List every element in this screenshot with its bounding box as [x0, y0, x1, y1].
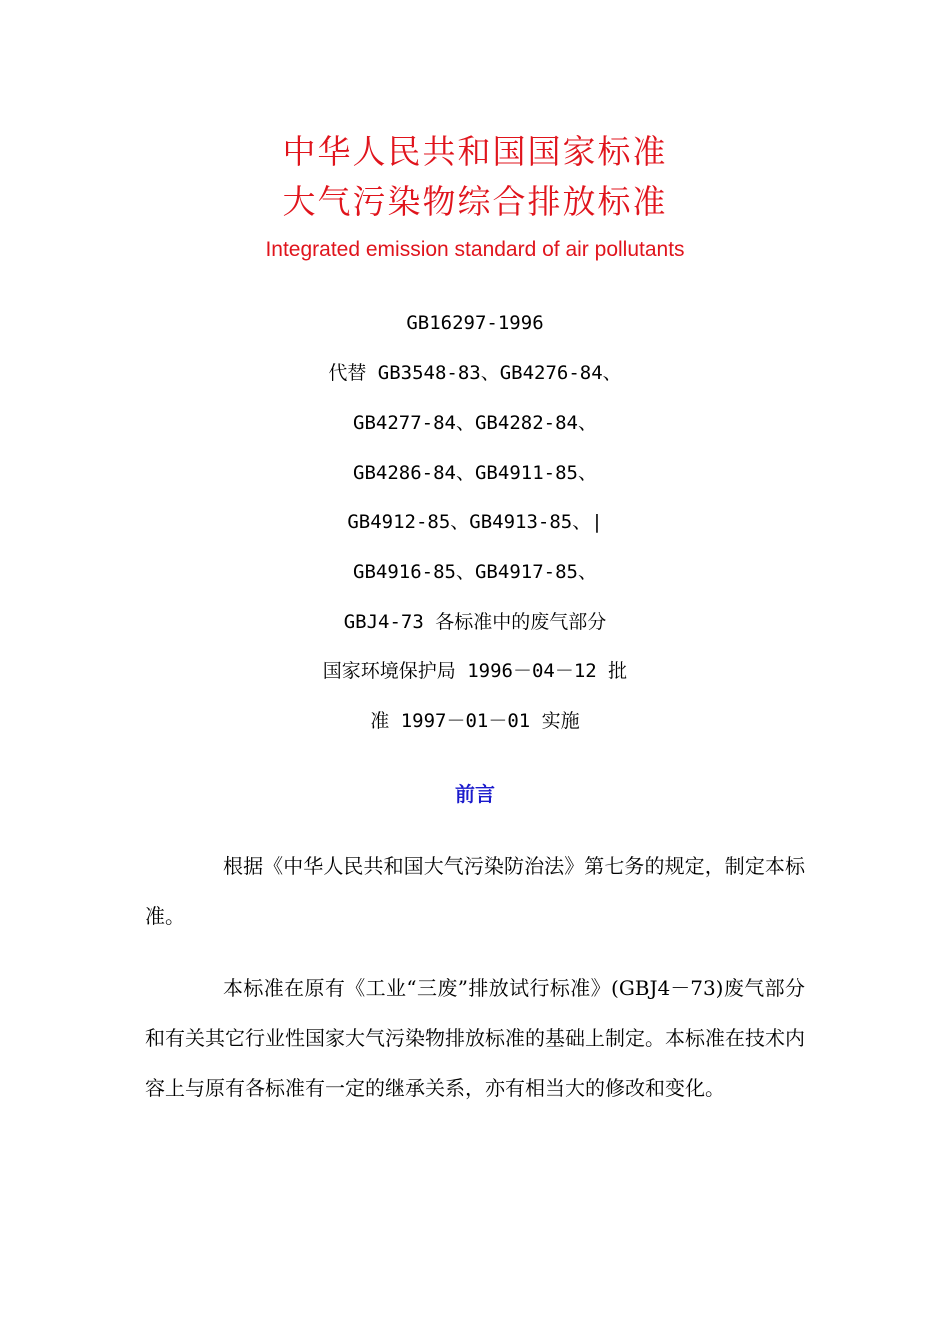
replaces-line-4: GB4912-85、GB4913-85、| [347, 511, 603, 533]
approval-line: 国家环境保护局 1996－04－12 批 [322, 660, 628, 682]
replaces-line-2: GB4277-84、GB4282-84、 [353, 412, 597, 434]
preface-heading: 前言 [455, 782, 495, 806]
standard-number: GB16297-1996 [406, 312, 544, 334]
paragraph: 根据《中华人民共和国大气污染防治法》第七务的规定，制定本标准。 [145, 854, 805, 928]
replaces-line-3: GB4286-84、GB4911-85、 [353, 462, 597, 484]
implementation-line: 准 1997－01－01 实施 [370, 710, 580, 732]
document-title-english: Integrated emission standard of air pollutants [265, 238, 685, 261]
paragraph: 本标准在原有《工业“三废”排放试行标准》(GBJ4－73)废气部分和有关其它行业性国家大气污染物排放标准的基础上制定。本标准在技术内容上与原有各标准有一定的继承关系，亦有相当大的修改和变化。 [145, 976, 805, 1100]
document-title-chinese-line-2: 大气污染物综合排放标准 [282, 182, 668, 221]
replaces-line-1: 代替 GB3548-83、GB4276-84、 [328, 362, 622, 384]
replaces-line-6: GBJ4-73 各标准中的废气部分 [343, 611, 607, 633]
document-title-chinese-line-1: 中华人民共和国国家标准 [282, 132, 668, 171]
replaces-line-5: GB4916-85、GB4917-85、 [353, 561, 597, 583]
